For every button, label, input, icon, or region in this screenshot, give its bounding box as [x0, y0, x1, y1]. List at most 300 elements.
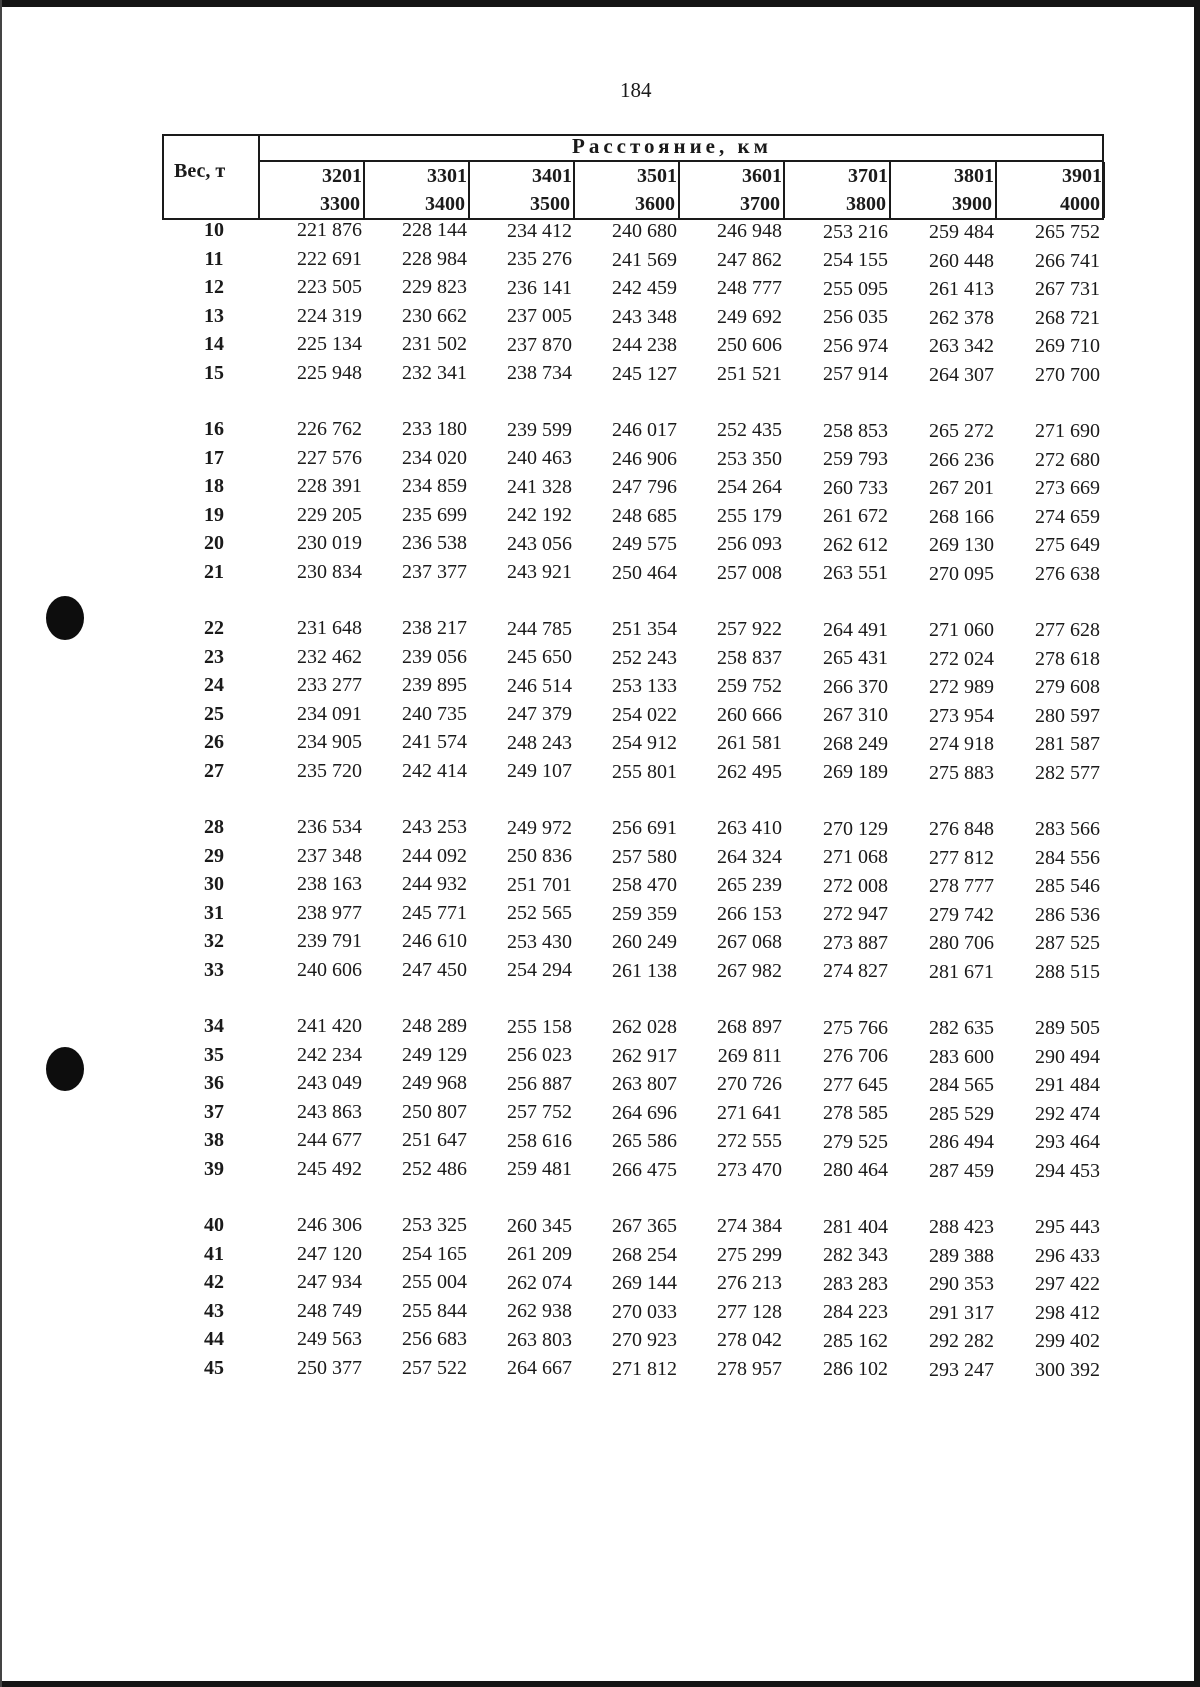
- rate-cell: 255 801: [612, 760, 677, 783]
- rate-cell: 255 844: [402, 1299, 467, 1322]
- rate-cell: 270 726: [717, 1073, 782, 1096]
- rate-cell: 274 384: [717, 1215, 782, 1238]
- rate-cell: 223 505: [297, 276, 362, 298]
- rate-cell: 253 430: [507, 930, 572, 953]
- rate-cell: 260 666: [717, 703, 782, 726]
- rate-cell: 248 289: [402, 1015, 467, 1038]
- rate-cell: 276 638: [1035, 562, 1100, 585]
- rate-cell: 245 492: [297, 1157, 362, 1180]
- rate-cell: 267 731: [1035, 278, 1100, 301]
- rate-cell: 260 733: [823, 476, 888, 499]
- punch-hole-upper: [46, 596, 84, 640]
- rate-cell: 234 905: [297, 731, 362, 753]
- rate-cell: 241 420: [297, 1015, 362, 1037]
- rate-cell: 234 412: [507, 219, 572, 242]
- rate-cell: 237 348: [297, 844, 362, 867]
- rate-cell: 286 494: [929, 1131, 994, 1154]
- rate-cell: 257 008: [717, 561, 782, 584]
- rate-cell: 247 862: [717, 248, 782, 271]
- rate-cell: 284 223: [823, 1301, 888, 1324]
- rate-cell: 273 954: [929, 704, 994, 727]
- rate-cell: 282 577: [1035, 761, 1100, 784]
- rate-cell: 285 546: [1035, 875, 1100, 898]
- rate-cell: 267 068: [717, 931, 782, 954]
- rate-cell: 276 706: [823, 1045, 888, 1068]
- rate-cell: 234 091: [297, 702, 362, 725]
- rate-cell: 281 671: [929, 960, 994, 983]
- rate-cell: 268 254: [612, 1243, 677, 1266]
- rate-cell: 251 354: [612, 618, 677, 641]
- rate-cell: 248 685: [612, 504, 677, 527]
- rate-cell: 266 153: [717, 902, 782, 925]
- weight-cell: 28: [204, 816, 224, 838]
- rate-cell: 273 470: [717, 1158, 782, 1181]
- rate-cell: 280 597: [1035, 704, 1100, 727]
- rate-cell: 249 968: [402, 1072, 467, 1095]
- rate-cell: 230 834: [297, 560, 362, 583]
- rate-cell: 261 581: [717, 732, 782, 755]
- weight-cell: 35: [204, 1043, 224, 1066]
- rate-cell: 283 600: [929, 1045, 994, 1068]
- rate-cell: 253 325: [402, 1214, 467, 1237]
- rate-cell: 274 918: [929, 733, 994, 756]
- table-row: [162, 532, 1102, 560]
- rate-cell: 265 431: [823, 647, 888, 670]
- rate-cell: 232 462: [297, 645, 362, 668]
- rate-cell: 257 580: [612, 845, 677, 868]
- rate-cell: 275 649: [1035, 534, 1100, 557]
- rate-cell: 251 701: [507, 873, 572, 896]
- weight-cell: 10: [204, 219, 224, 241]
- rate-cell: 277 812: [929, 846, 994, 869]
- range-to: 3800: [846, 193, 886, 215]
- rate-cell: 284 556: [1035, 846, 1100, 869]
- rate-cell: 288 515: [1035, 960, 1100, 983]
- table-row: [162, 1243, 1102, 1271]
- rate-cell: 259 752: [717, 675, 782, 698]
- rate-cell: 266 475: [612, 1158, 677, 1181]
- table-row: [162, 447, 1102, 475]
- rate-cell: 249 692: [717, 305, 782, 328]
- rate-cell: 239 791: [297, 930, 362, 952]
- rate-cell: 253 350: [717, 447, 782, 470]
- rate-cell: 269 811: [717, 1044, 782, 1067]
- table-row: [162, 1044, 1102, 1072]
- page-number: 184: [620, 78, 652, 102]
- rate-cell: 246 017: [612, 419, 677, 442]
- rate-cell: 284 565: [929, 1074, 994, 1097]
- rate-cell: 233 277: [297, 674, 362, 696]
- table-row: [162, 219, 1102, 247]
- rate-cell: 281 404: [823, 1215, 888, 1238]
- rate-cell: 262 074: [507, 1271, 572, 1294]
- rate-cell: 249 972: [507, 816, 572, 839]
- table-row: [162, 276, 1102, 304]
- table-row: [162, 731, 1102, 759]
- weight-cell: 30: [204, 873, 224, 895]
- rate-cell: 245 650: [507, 646, 572, 669]
- rate-cell: 244 785: [507, 617, 572, 640]
- rate-cell: 257 752: [507, 1101, 572, 1124]
- rate-cell: 240 606: [297, 958, 362, 981]
- rate-cell: 254 912: [612, 732, 677, 755]
- rate-cell: 289 505: [1035, 1017, 1100, 1040]
- rate-cell: 267 310: [823, 704, 888, 727]
- rate-cell: 242 192: [507, 504, 572, 527]
- rate-cell: 300 392: [1035, 1358, 1100, 1381]
- rate-cell: 298 412: [1035, 1301, 1100, 1324]
- rate-cell: 256 887: [507, 1072, 572, 1095]
- rate-cell: 239 056: [402, 645, 467, 668]
- range-tick: [678, 162, 680, 218]
- rate-cell: 243 056: [507, 532, 572, 555]
- rate-cell: 255 095: [823, 277, 888, 300]
- table-row: [162, 248, 1102, 276]
- rate-cell: 254 165: [402, 1242, 467, 1265]
- rate-cell: 256 023: [507, 1044, 572, 1067]
- rate-cell: 274 659: [1035, 505, 1100, 528]
- rate-cell: 296 433: [1035, 1244, 1100, 1267]
- rate-cell: 226 762: [297, 418, 362, 440]
- rate-cell: 280 706: [929, 932, 994, 955]
- rate-cell: 240 463: [507, 447, 572, 470]
- table-row: [162, 1072, 1102, 1100]
- weight-cell: 34: [204, 1015, 224, 1037]
- rate-cell: 253 216: [823, 220, 888, 243]
- rate-cell: 260 249: [612, 931, 677, 954]
- rate-cell: 236 141: [507, 276, 572, 299]
- rate-cell: 236 534: [297, 816, 362, 838]
- rate-cell: 270 923: [612, 1329, 677, 1352]
- rate-cell: 267 365: [612, 1215, 677, 1238]
- weight-cell: 14: [204, 333, 224, 355]
- rate-cell: 250 807: [402, 1100, 467, 1123]
- rate-cell: 272 947: [823, 903, 888, 926]
- rate-cell: 268 897: [717, 1016, 782, 1039]
- weight-cell: 38: [204, 1129, 224, 1151]
- rate-cell: 261 413: [929, 278, 994, 301]
- rate-cell: 237 377: [402, 560, 467, 583]
- weight-cell: 15: [204, 361, 224, 384]
- rate-cell: 282 635: [929, 1017, 994, 1040]
- rate-cell: 240 680: [612, 220, 677, 243]
- rate-cell: 264 307: [929, 363, 994, 386]
- rate-cell: 244 238: [612, 334, 677, 357]
- rate-cell: 249 563: [297, 1328, 362, 1350]
- rate-cell: 252 243: [612, 646, 677, 669]
- rate-cell: 264 491: [823, 618, 888, 641]
- rate-cell: 238 734: [507, 362, 572, 385]
- rate-cell: 267 201: [929, 477, 994, 500]
- range-tick: [995, 162, 997, 218]
- rate-cell: 299 402: [1035, 1330, 1100, 1353]
- table-row: [162, 418, 1102, 446]
- rate-cell: 278 957: [717, 1357, 782, 1380]
- rate-cell: 262 028: [612, 1016, 677, 1039]
- rate-cell: 222 691: [297, 247, 362, 270]
- weight-cell: 21: [204, 560, 224, 583]
- distance-column-header: Расстояние, км: [572, 134, 772, 158]
- range-tick: [468, 162, 470, 218]
- weight-cell: 12: [204, 276, 224, 298]
- rate-cell: 268 721: [1035, 306, 1100, 329]
- rate-cell: 269 144: [612, 1272, 677, 1295]
- rate-cell: 272 024: [929, 647, 994, 670]
- rate-cell: 259 481: [507, 1158, 572, 1181]
- rate-cell: 235 699: [402, 503, 467, 526]
- rate-cell: 221 876: [297, 219, 362, 241]
- weight-cell: 39: [204, 1157, 224, 1180]
- weight-cell: 45: [204, 1356, 224, 1379]
- table-row: [162, 816, 1102, 844]
- weight-cell: 36: [204, 1072, 224, 1094]
- rate-cell: 264 696: [612, 1101, 677, 1124]
- rate-cell: 280 464: [823, 1159, 888, 1182]
- rate-cell: 279 608: [1035, 676, 1100, 699]
- rate-cell: 240 735: [402, 702, 467, 725]
- rate-cell: 266 370: [823, 675, 888, 698]
- rate-cell: 268 249: [823, 732, 888, 755]
- rate-cell: 225 948: [297, 361, 362, 384]
- rate-cell: 232 341: [402, 361, 467, 384]
- rate-cell: 235 720: [297, 759, 362, 782]
- weight-cell: 27: [204, 759, 224, 782]
- rate-cell: 265 752: [1035, 221, 1100, 244]
- rate-cell: 276 848: [929, 818, 994, 841]
- rate-cell: 269 130: [929, 534, 994, 557]
- rate-cell: 227 576: [297, 446, 362, 469]
- rate-cell: 262 917: [612, 1044, 677, 1067]
- range-to: 3600: [635, 193, 675, 215]
- rate-cell: 247 379: [507, 703, 572, 726]
- rate-cell: 228 984: [402, 247, 467, 270]
- rate-cell: 259 793: [823, 448, 888, 471]
- weight-cell: 17: [204, 446, 224, 469]
- rate-cell: 246 948: [717, 220, 782, 243]
- rate-cell: 245 771: [402, 901, 467, 924]
- rate-cell: 228 391: [297, 475, 362, 497]
- rate-cell: 256 093: [717, 533, 782, 556]
- rate-cell: 264 667: [507, 1357, 572, 1380]
- rate-cell: 271 060: [929, 619, 994, 642]
- weight-cell: 37: [204, 1100, 224, 1123]
- scan-border-left: [0, 0, 2, 1687]
- rate-cell: 273 669: [1035, 477, 1100, 500]
- rate-cell: 241 569: [612, 248, 677, 271]
- rate-cell: 257 914: [823, 363, 888, 386]
- weight-cell: 41: [204, 1242, 224, 1265]
- rate-cell: 257 922: [717, 618, 782, 641]
- rate-cell: 251 647: [402, 1129, 467, 1152]
- rate-cell: 275 766: [823, 1016, 888, 1039]
- rate-cell: 234 859: [402, 475, 467, 498]
- rate-cell: 285 529: [929, 1102, 994, 1125]
- rate-cell: 256 035: [823, 306, 888, 329]
- rate-cell: 241 328: [507, 475, 572, 498]
- table-row: [162, 504, 1102, 532]
- rate-cell: 229 205: [297, 503, 362, 526]
- table-row: [162, 902, 1102, 930]
- rate-cell: 291 317: [929, 1301, 994, 1324]
- weight-column-rule: [258, 134, 260, 220]
- rate-cell: 291 484: [1035, 1074, 1100, 1097]
- table-row: [162, 475, 1102, 503]
- table-row: [162, 873, 1102, 901]
- distance-range-header: [262, 162, 362, 218]
- rate-cell: 242 414: [402, 759, 467, 782]
- rate-cell: 289 388: [929, 1244, 994, 1267]
- rate-cell: 275 883: [929, 761, 994, 784]
- rate-cell: 254 264: [717, 476, 782, 499]
- range-to: 3300: [320, 193, 360, 215]
- rate-cell: 292 474: [1035, 1102, 1100, 1125]
- weight-cell: 22: [204, 617, 224, 639]
- rate-cell: 270 095: [929, 562, 994, 585]
- rate-cell: 290 494: [1035, 1045, 1100, 1068]
- rate-cell: 242 234: [297, 1043, 362, 1066]
- weight-cell: 43: [204, 1299, 224, 1322]
- rate-cell: 247 796: [612, 476, 677, 499]
- rate-cell: 243 921: [507, 561, 572, 584]
- weight-cell: 26: [204, 731, 224, 753]
- rate-cell: 229 823: [402, 276, 467, 299]
- rate-cell: 266 741: [1035, 249, 1100, 272]
- range-from: 3401: [532, 165, 572, 187]
- rate-cell: 290 353: [929, 1273, 994, 1296]
- rate-cell: 250 836: [507, 845, 572, 868]
- rate-cell: 256 974: [823, 334, 888, 357]
- rate-cell: 269 189: [823, 761, 888, 784]
- rate-cell: 260 345: [507, 1214, 572, 1237]
- table-row: [162, 959, 1102, 987]
- rate-cell: 256 683: [402, 1328, 467, 1351]
- rate-cell: 286 102: [823, 1358, 888, 1381]
- rate-cell: 231 502: [402, 333, 467, 356]
- rate-cell: 277 645: [823, 1073, 888, 1096]
- rate-cell: 270 129: [823, 817, 888, 840]
- rate-cell: 274 827: [823, 960, 888, 983]
- weight-column-header: Вес, т: [174, 160, 226, 182]
- rate-cell: 247 934: [297, 1271, 362, 1293]
- range-to: 3400: [425, 193, 465, 215]
- rate-cell: 224 319: [297, 304, 362, 327]
- rate-cell: 278 585: [823, 1102, 888, 1125]
- table-row: [162, 1158, 1102, 1186]
- rate-cell: 263 342: [929, 335, 994, 358]
- table-row: [162, 930, 1102, 958]
- table-row: [162, 1129, 1102, 1157]
- rate-cell: 248 749: [297, 1299, 362, 1322]
- range-tick: [783, 162, 785, 218]
- rate-cell: 237 005: [507, 305, 572, 328]
- rate-cell: 253 133: [612, 675, 677, 698]
- rate-cell: 248 243: [507, 731, 572, 754]
- header-left-rule: [162, 134, 164, 220]
- rate-cell: 265 239: [717, 874, 782, 897]
- weight-cell: 11: [204, 247, 224, 270]
- table-row: [162, 1015, 1102, 1043]
- weight-cell: 16: [204, 418, 224, 440]
- rate-cell: 263 807: [612, 1073, 677, 1096]
- range-from: 3701: [848, 165, 888, 187]
- rate-cell: 271 068: [823, 846, 888, 869]
- range-from: 3501: [637, 165, 677, 187]
- table-row: [162, 1357, 1102, 1385]
- table-row: [162, 561, 1102, 589]
- rate-cell: 246 514: [507, 674, 572, 697]
- rate-cell: 270 033: [612, 1300, 677, 1323]
- range-from: 3201: [322, 165, 362, 187]
- rate-cell: 261 672: [823, 505, 888, 528]
- rate-cell: 277 628: [1035, 619, 1100, 642]
- rate-cell: 235 276: [507, 248, 572, 271]
- distance-range-header: [894, 162, 994, 218]
- table-row: [162, 1300, 1102, 1328]
- rate-cell: 255 004: [402, 1271, 467, 1294]
- rate-cell: 238 217: [402, 617, 467, 640]
- weight-cell: 44: [204, 1328, 224, 1350]
- range-tick: [363, 162, 365, 218]
- rate-cell: 234 020: [402, 446, 467, 469]
- rate-cell: 282 343: [823, 1244, 888, 1267]
- table-header: [162, 134, 1106, 220]
- rate-cell: 260 448: [929, 249, 994, 272]
- scan-border-top: [0, 0, 1200, 7]
- distance-range-header: [1002, 162, 1102, 218]
- rate-cell: 244 677: [297, 1129, 362, 1151]
- table-row: [162, 845, 1102, 873]
- rate-cell: 252 565: [507, 902, 572, 925]
- distance-range-header: [788, 162, 888, 218]
- rate-cell: 259 484: [929, 221, 994, 244]
- rate-cell: 293 247: [929, 1358, 994, 1381]
- table-row: [162, 1271, 1102, 1299]
- rate-cell: 238 163: [297, 873, 362, 895]
- rate-cell: 283 283: [823, 1272, 888, 1295]
- rate-cell: 269 710: [1035, 335, 1100, 358]
- rate-cell: 277 128: [717, 1300, 782, 1323]
- rate-cell: 273 887: [823, 931, 888, 954]
- rate-cell: 263 803: [507, 1328, 572, 1351]
- table-row: [162, 333, 1102, 361]
- rate-cell: 264 324: [717, 845, 782, 868]
- rate-cell: 267 982: [717, 959, 782, 982]
- weight-cell: 20: [204, 532, 224, 554]
- rate-cell: 247 450: [402, 958, 467, 981]
- rate-cell: 275 299: [717, 1243, 782, 1266]
- rate-cell: 294 453: [1035, 1159, 1100, 1182]
- rate-cell: 254 022: [612, 703, 677, 726]
- table-row: [162, 1328, 1102, 1356]
- rate-cell: 254 155: [823, 249, 888, 272]
- rate-cell: 242 459: [612, 277, 677, 300]
- rate-cell: 272 680: [1035, 448, 1100, 471]
- rate-cell: 246 306: [297, 1214, 362, 1236]
- scan-border-bottom: [0, 1681, 1200, 1687]
- rate-cell: 283 566: [1035, 818, 1100, 841]
- rate-cell: 262 612: [823, 533, 888, 556]
- table-row: [162, 1214, 1102, 1242]
- rate-cell: 293 464: [1035, 1131, 1100, 1154]
- rate-cell: 261 209: [507, 1243, 572, 1266]
- table-row: [162, 703, 1102, 731]
- rate-cell: 246 610: [402, 930, 467, 953]
- rate-cell: 249 107: [507, 760, 572, 783]
- range-from: 3901: [1062, 165, 1102, 187]
- rate-cell: 258 837: [717, 646, 782, 669]
- weight-cell: 29: [204, 844, 224, 867]
- table-row: [162, 760, 1102, 788]
